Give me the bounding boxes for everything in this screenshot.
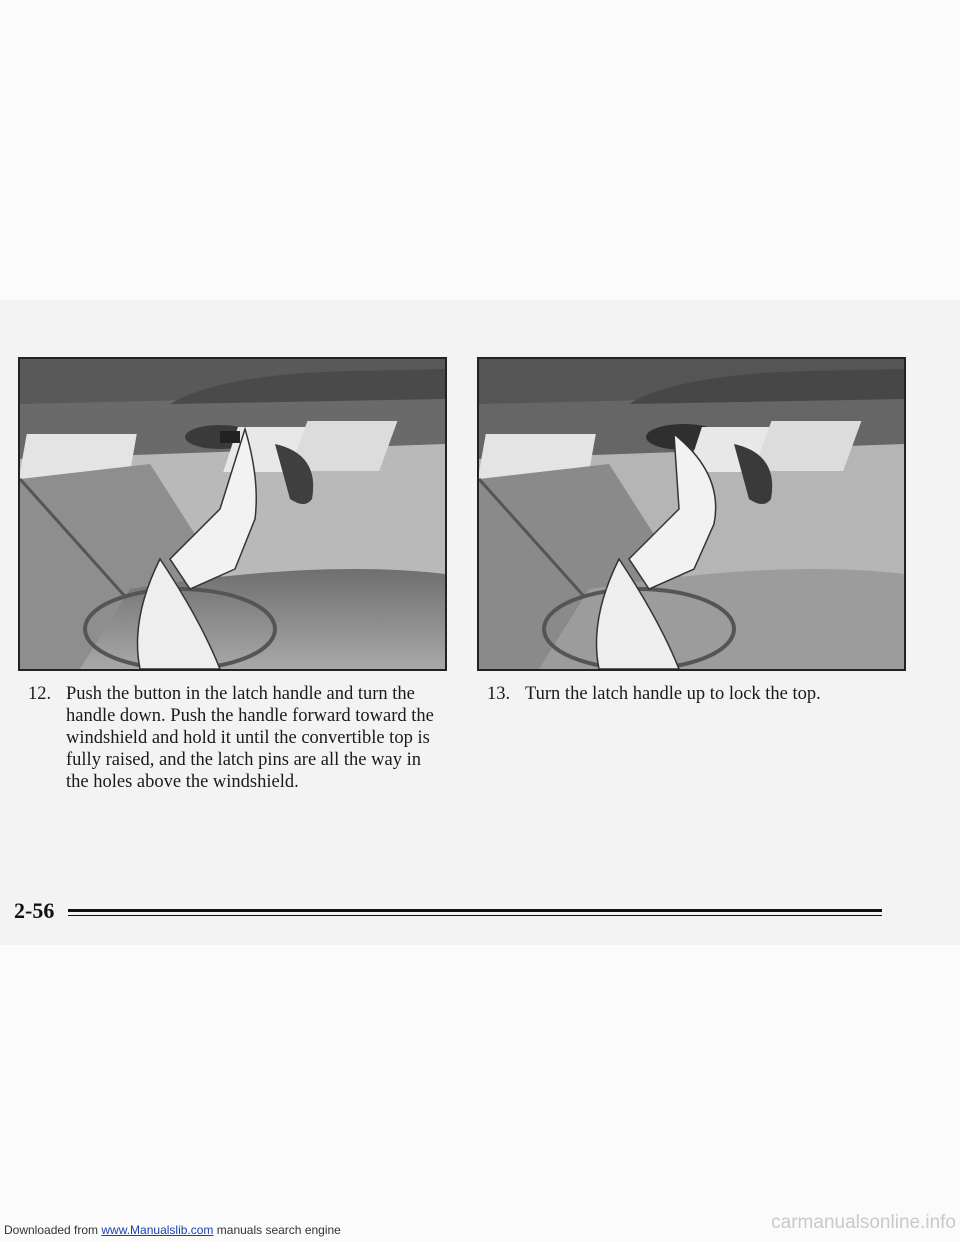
watermark: carmanualsonline.info — [771, 1212, 956, 1233]
figure-latch-turn-up — [477, 357, 906, 671]
footer-suffix: manuals search engine — [213, 1223, 341, 1237]
step-text: Turn the latch handle up to lock the top. — [525, 684, 821, 704]
manualslib-link[interactable]: www.Manualslib.com — [101, 1223, 214, 1237]
page-number: 2-56 — [14, 898, 55, 923]
step-number: 12. — [28, 684, 52, 704]
figure-latch-push-button — [18, 357, 447, 671]
latch-illustration-left — [20, 359, 445, 669]
download-footer — [4, 1223, 341, 1237]
footer-prefix: Downloaded from — [4, 1223, 102, 1237]
footer-rule — [68, 909, 882, 912]
latch-illustration-right — [479, 359, 904, 669]
step-number: 13. — [487, 684, 511, 704]
footer-rule-thin — [68, 915, 882, 916]
step-text: Push the button in the latch handle and turn the handle down. Push the handle forward toward the windshield and hold it until the convertible top is fully raised, and the latch pins are all the way in the holes above the windshield. — [66, 684, 434, 792]
